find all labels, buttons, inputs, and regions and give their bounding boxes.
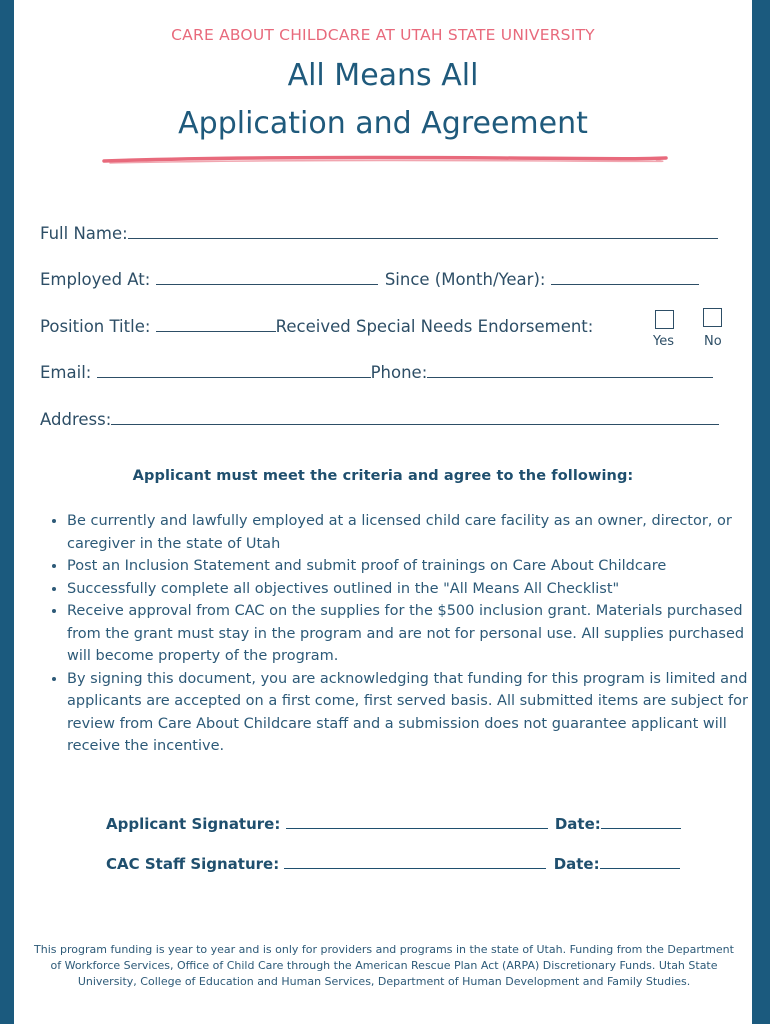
position-row	[40, 315, 730, 336]
applicant-date-label: Date:	[554, 815, 601, 833]
staff-date-field[interactable]	[600, 852, 680, 869]
employed-at-label: Employed At:	[40, 270, 151, 289]
page-title	[14, 52, 752, 148]
position-title-field[interactable]	[156, 315, 276, 332]
header	[14, 26, 752, 148]
funding-footnote: This program funding is year to year and is only for providers and programs in the state of Utah. Funding from the Department of Workforce Services, Office of Child Care through the American Rescue Plan Act (ARPA) Discretionary Funds. Utah State University, College of Education and Human Services, Department of Human Development and Family Studies.	[34, 943, 734, 988]
applicant-signature-label: Applicant Signature:	[106, 815, 281, 833]
applicant-signature-row	[106, 812, 681, 833]
address-field[interactable]	[111, 408, 719, 425]
applicant-date-field[interactable]	[601, 812, 681, 829]
email-field[interactable]	[97, 361, 371, 378]
organization-name: CARE ABOUT CHILDCARE AT UTAH STATE UNIVERSITY	[171, 26, 595, 44]
criteria-item: • Be currently and lawfully employed at a licensed child care facility as an owner, director, or caregiver in the state of Utah	[67, 510, 757, 555]
title-line-2: Application and Agreement	[178, 106, 588, 141]
full-name-field[interactable]	[128, 222, 718, 239]
endorsement-no-checkbox[interactable]	[703, 308, 722, 327]
title-line-1: All Means All	[287, 58, 479, 93]
yes-label: Yes	[653, 334, 674, 349]
criteria-item: • Receive approval from CAC on the supplies for the $500 inclusion grant. Materials purchased from the grant must stay in the program and are not for personal use. All supplies purchased will become property of the program.	[67, 600, 757, 668]
endorsement-yes-checkbox[interactable]	[655, 310, 674, 329]
phone-field[interactable]	[427, 361, 713, 378]
staff-signature-label: CAC Staff Signature:	[106, 855, 280, 873]
no-label: No	[704, 334, 722, 349]
brush-underline	[100, 152, 670, 168]
staff-signature-field[interactable]	[284, 852, 546, 869]
contact-row	[40, 361, 730, 382]
employed-at-field[interactable]	[156, 268, 378, 285]
since-label: Since (Month/Year):	[384, 270, 546, 289]
criteria-heading: Applicant must meet the criteria and agree to the following:	[132, 468, 634, 484]
since-field[interactable]	[551, 268, 699, 285]
criteria-item: • By signing this document, you are acknowledging that funding for this program is limited and applicants are accepted on a first come, first served basis. All submitted items are subject for review from Care About Childcare staff and a submission does not guarantee applicant will receive the incentive.	[67, 668, 757, 758]
criteria-item: • Post an Inclusion Statement and submit proof of trainings on Care About Childcare	[67, 555, 757, 578]
position-title-label: Position Title:	[40, 317, 151, 336]
email-label: Email:	[40, 363, 92, 382]
applicant-signature-field[interactable]	[286, 812, 548, 829]
phone-label: Phone:	[370, 363, 428, 382]
staff-signature-row	[106, 852, 680, 873]
employment-row	[40, 268, 730, 289]
staff-date-label: Date:	[553, 855, 600, 873]
address-label: Address:	[40, 410, 112, 429]
criteria-item: • Successfully complete all objectives outlined in the "All Means All Checklist"	[67, 578, 757, 601]
criteria-list	[50, 510, 757, 758]
full-name-label: Full Name:	[40, 224, 128, 243]
full-name-row	[40, 222, 730, 243]
address-row	[40, 408, 730, 429]
endorsement-label: Received Special Needs Endorsement:	[275, 317, 594, 336]
application-page	[14, 0, 752, 1024]
